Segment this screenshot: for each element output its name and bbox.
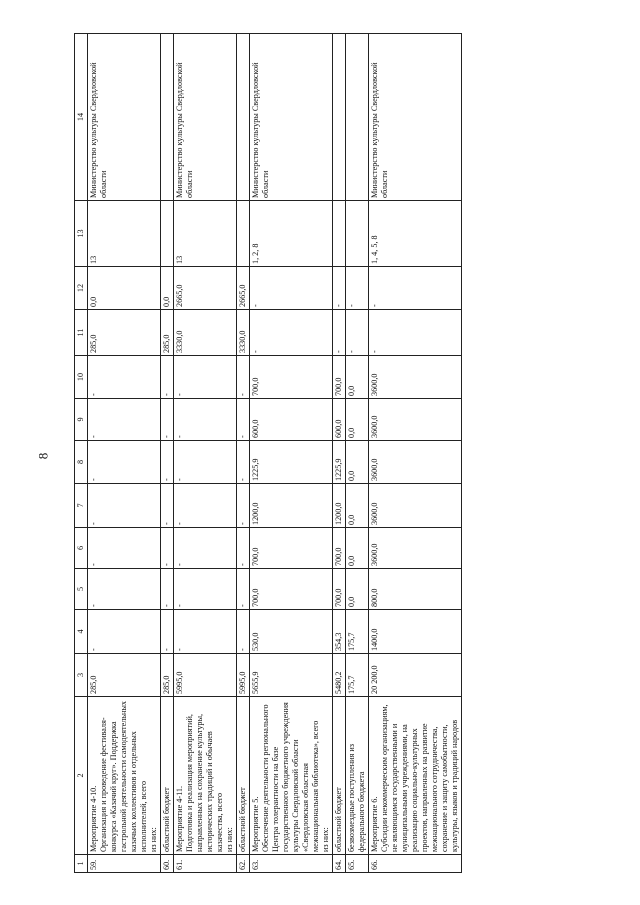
table-row (161, 34, 174, 873)
value-col-10: - (88, 356, 161, 399)
measure-name: Мероприятие 4-11. Подготовка и реализация мероприятий, направленных на сохранение культуры, исторических традиций и обычаев казачества, всего из них: (174, 697, 237, 855)
value-col-9: - (88, 399, 161, 441)
column-header: 12 (75, 267, 88, 310)
executor: Министерство культуры Свердловской области (250, 34, 333, 201)
value-col-7: 0,0 (346, 484, 369, 528)
row-number: 65. (346, 855, 369, 873)
value-col-5: - (88, 569, 161, 610)
measure-name: Мероприятие 4-10. Организация и проведение фестиваля-конкурса «Казачий круг». Поддержка гастрольной деятельности самодеятельных казачьих коллективов и отдельных исполнителей, всего из них: (88, 697, 161, 855)
column-header: 2 (75, 697, 88, 855)
value-col-11: 285,0 (161, 310, 174, 356)
target-indicators (161, 201, 174, 267)
target-indicators (333, 201, 346, 267)
value-col-11: - (250, 310, 333, 356)
value-col-4: - (174, 610, 237, 654)
table-row (88, 34, 161, 873)
table-row (250, 34, 333, 873)
column-header: 1 (75, 855, 88, 873)
value-col-6: - (161, 528, 174, 569)
executor: Министерство культуры Свердловской области (88, 34, 161, 201)
table-row (369, 34, 462, 873)
value-col-12: - (346, 267, 369, 310)
value-col-6: - (237, 528, 250, 569)
value-col-11: - (346, 310, 369, 356)
executor (161, 34, 174, 201)
value-col-10: - (174, 356, 237, 399)
value-col-4: - (88, 610, 161, 654)
value-col-9: 600,0 (250, 399, 333, 441)
value-col-12: 2665,0 (174, 267, 237, 310)
column-header: 6 (75, 528, 88, 569)
column-header: 5 (75, 569, 88, 610)
value-col-12: 2665,0 (237, 267, 250, 310)
table-row (174, 34, 237, 873)
value-col-5: 700,0 (250, 569, 333, 610)
value-col-9: 0,0 (346, 399, 369, 441)
value-col-7: - (161, 484, 174, 528)
row-number: 59. (88, 855, 161, 873)
value-col-5: - (237, 569, 250, 610)
column-header: 11 (75, 310, 88, 356)
value-col-6: - (174, 528, 237, 569)
value-col-8: - (161, 441, 174, 484)
total-value: 5995,0 (237, 654, 250, 697)
value-col-11: 285,0 (88, 310, 161, 356)
value-col-5: - (174, 569, 237, 610)
value-col-5: 0,0 (346, 569, 369, 610)
value-col-4: 175,7 (346, 610, 369, 654)
value-col-7: 1200,0 (333, 484, 346, 528)
target-indicators (346, 201, 369, 267)
value-col-5: - (161, 569, 174, 610)
value-col-10: 0,0 (346, 356, 369, 399)
value-col-7: - (237, 484, 250, 528)
value-col-8: 1225,9 (333, 441, 346, 484)
column-header: 4 (75, 610, 88, 654)
executor (237, 34, 250, 201)
value-col-8: 1225,9 (250, 441, 333, 484)
total-value: 5480,2 (333, 654, 346, 697)
value-col-6: 3600,0 (369, 528, 462, 569)
measure-name: безвозмездные поступления из федерального бюджета (346, 697, 369, 855)
value-col-4: 354,3 (333, 610, 346, 654)
value-col-4: 530,0 (250, 610, 333, 654)
value-col-6: 0,0 (346, 528, 369, 569)
value-col-10: - (161, 356, 174, 399)
table-row (333, 34, 346, 873)
measure-name: областной бюджет (161, 697, 174, 855)
value-col-11: 3330,0 (237, 310, 250, 356)
value-col-9: 600,0 (333, 399, 346, 441)
column-header: 3 (75, 654, 88, 697)
total-value: 20 200,0 (369, 654, 462, 697)
value-col-9: - (237, 399, 250, 441)
target-indicators: 13 (88, 201, 161, 267)
row-number: 61. (174, 855, 237, 873)
total-value: 5995,0 (174, 654, 237, 697)
executor: Министерство культуры Свердловской области (174, 34, 237, 201)
value-col-10: 700,0 (250, 356, 333, 399)
row-number: 66. (369, 855, 462, 873)
value-col-7: - (174, 484, 237, 528)
value-col-5: 800,0 (369, 569, 462, 610)
total-value: 5655,9 (250, 654, 333, 697)
value-col-5: 700,0 (333, 569, 346, 610)
value-col-6: 700,0 (333, 528, 346, 569)
table-row (237, 34, 250, 873)
target-indicators: 1, 4, 5, 8 (369, 201, 462, 267)
column-number-row (75, 34, 88, 873)
row-number: 63. (250, 855, 333, 873)
value-col-4: - (237, 610, 250, 654)
value-col-11: - (333, 310, 346, 356)
measure-name: областной бюджет (237, 697, 250, 855)
table-body (88, 34, 462, 873)
column-header: 10 (75, 356, 88, 399)
value-col-12: - (333, 267, 346, 310)
total-value: 175,7 (346, 654, 369, 697)
value-col-10: - (237, 356, 250, 399)
row-number: 64. (333, 855, 346, 873)
value-col-12: 0,0 (88, 267, 161, 310)
value-col-4: - (161, 610, 174, 654)
value-col-8: 0,0 (346, 441, 369, 484)
program-table (74, 33, 462, 873)
value-col-8: - (174, 441, 237, 484)
value-col-8: - (88, 441, 161, 484)
measure-name: Мероприятие 6. Субсидии некоммерческим организациям, не являющимся государственными и муниципальными учреждениями, на реализацию социально-культурных проектов, направленных на развитие межнационального сотрудничества, сохранение и защиту самобытности, культуры, языков и традиций народов (369, 697, 462, 855)
row-number: 62. (237, 855, 250, 873)
target-indicators: 1, 2, 8 (250, 201, 333, 267)
value-col-8: - (237, 441, 250, 484)
column-header: 9 (75, 399, 88, 441)
total-value: 285,0 (161, 654, 174, 697)
value-col-12: - (369, 267, 462, 310)
executor: Министерство культуры Свердловской области (369, 34, 462, 201)
target-indicators (237, 201, 250, 267)
value-col-8: 3600,0 (369, 441, 462, 484)
value-col-6: - (88, 528, 161, 569)
row-number: 60. (161, 855, 174, 873)
rotated-table-wrapper (74, 34, 611, 873)
value-col-7: - (88, 484, 161, 528)
measure-name: Мероприятие 5. Обеспечение деятельности регионального Центра толерантности на базе государственного бюджетного учреждения культуры Свердловской области «Свердловская областная межнациональная библиотека», всего из них: (250, 697, 333, 855)
value-col-9: - (174, 399, 237, 441)
target-indicators: 13 (174, 201, 237, 267)
total-value: 285,0 (88, 654, 161, 697)
value-col-10: 3600,0 (369, 356, 462, 399)
value-col-12: 0,0 (161, 267, 174, 310)
measure-name: областной бюджет (333, 697, 346, 855)
executor (346, 34, 369, 201)
page-number: 8 (35, 452, 51, 460)
value-col-9: 3600,0 (369, 399, 462, 441)
column-header: 8 (75, 441, 88, 484)
value-col-4: 1400,0 (369, 610, 462, 654)
value-col-6: 700,0 (250, 528, 333, 569)
column-header: 14 (75, 34, 88, 201)
column-header: 13 (75, 201, 88, 267)
value-col-11: - (369, 310, 462, 356)
table-row (346, 34, 369, 873)
column-header: 7 (75, 484, 88, 528)
value-col-7: 3600,0 (369, 484, 462, 528)
executor (333, 34, 346, 201)
value-col-10: 700,0 (333, 356, 346, 399)
value-col-9: - (161, 399, 174, 441)
value-col-7: 1200,0 (250, 484, 333, 528)
value-col-11: 3330,0 (174, 310, 237, 356)
value-col-12: - (250, 267, 333, 310)
